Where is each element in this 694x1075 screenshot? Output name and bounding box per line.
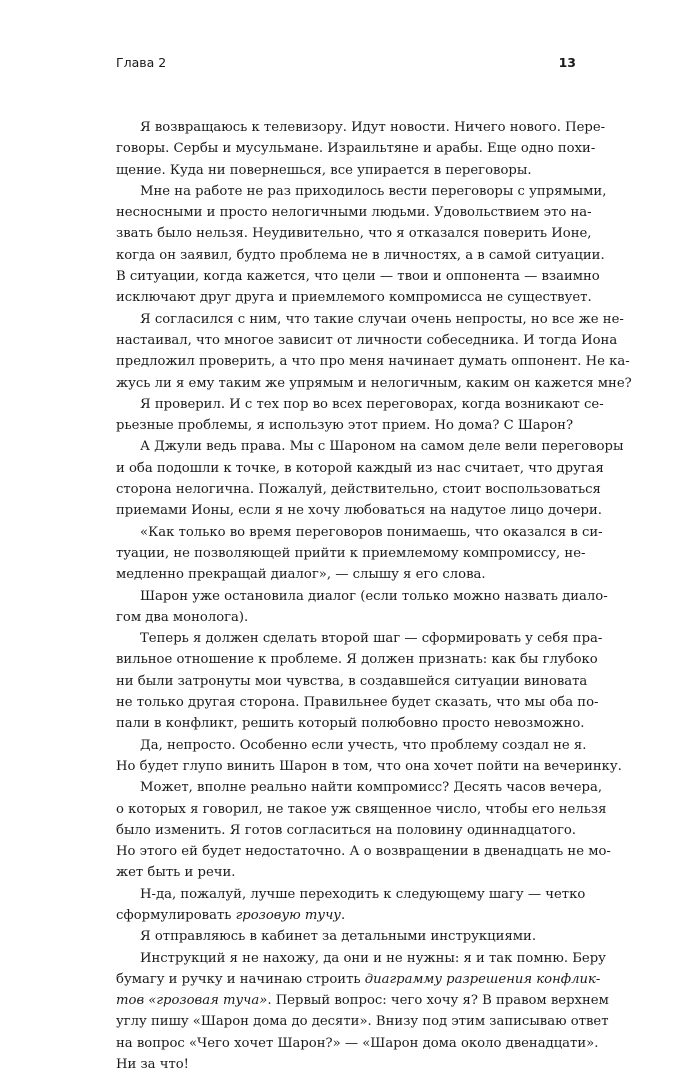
text-line xyxy=(116,564,576,585)
page-number: 13 xyxy=(558,55,576,70)
text-line xyxy=(116,1033,599,1054)
text-run: пали в конфликт, решить который полюбовно просто невозможно. xyxy=(116,716,585,732)
text-line xyxy=(116,948,606,969)
text-line xyxy=(116,1011,609,1032)
text-run: углу пишу «Шарон дома до десяти». Внизу под этим записываю ответ xyxy=(116,1014,609,1030)
text-line xyxy=(116,862,576,883)
text-run: Теперь я должен сделать второй шаг — сформировать у себя пра- xyxy=(140,631,603,647)
text-run: Н-да, пожалуй, лучше переходить к следующему шагу — четко xyxy=(140,886,586,902)
text-run: предложил проверить, а что про меня начинает думать оппонент. Не ка- xyxy=(116,354,630,370)
text-run: жет быть и речи. xyxy=(116,865,236,881)
text-line xyxy=(116,202,592,223)
text-run: и оба подошли к точке, в которой каждый из нас считает, что другая xyxy=(116,460,604,476)
text-line xyxy=(116,841,611,862)
text-line xyxy=(116,692,599,713)
italic-text: диаграмму разрешения конфлик- xyxy=(364,971,601,987)
page-header xyxy=(116,55,576,77)
text-line xyxy=(116,160,576,181)
text-run: гом два монолога). xyxy=(116,609,249,625)
text-run: было изменить. Я готов согласиться на половину одиннадцатого. xyxy=(116,822,576,838)
text-line xyxy=(116,884,586,905)
text-run: сформулировать xyxy=(116,907,236,923)
text-line xyxy=(116,223,592,244)
text-line xyxy=(116,649,598,670)
text-run: Может, вполне реально найти компромисс? Десять часов вечера, xyxy=(140,780,603,796)
text-line xyxy=(116,500,602,521)
text-line xyxy=(116,181,607,202)
text-run: сторона нелогична. Пожалуй, действительно, стоит воспользоваться xyxy=(116,482,601,498)
text-run: Я отправляюсь в кабинет за детальными инструкциями. xyxy=(140,929,537,945)
text-line xyxy=(116,926,576,947)
text-run: говоры. Сербы и мусульмане. Израильтяне и арабы. Еще одно похи- xyxy=(116,141,596,157)
text-line xyxy=(116,1054,576,1075)
chapter-title: Глава 2 xyxy=(116,55,167,70)
text-line xyxy=(116,245,605,266)
text-run: на вопрос «Чего хочет Шарон?» — «Шарон дома около двенадцати». xyxy=(116,1035,599,1051)
text-line xyxy=(116,330,618,351)
text-run: Но этого ей будет недостаточно. А о возвращении в двенадцать не мо- xyxy=(116,844,611,860)
text-line xyxy=(116,415,576,436)
text-run: не только другая сторона. Правильнее будет сказать, что мы оба по- xyxy=(116,695,599,711)
text-line xyxy=(116,990,609,1011)
italic-text: грозовую тучу xyxy=(235,907,341,923)
text-line xyxy=(116,905,576,926)
text-line xyxy=(116,586,608,607)
text-line xyxy=(116,138,596,159)
text-run: А Джули ведь права. Мы с Шароном на самом деле вели переговоры xyxy=(140,439,624,455)
text-run: Я согласился с ним, что такие случаи очень непросты, но все же не- xyxy=(140,311,624,327)
text-run: Да, непросто. Особенно если учесть, что проблему создал не я. xyxy=(140,737,587,753)
text-run: . Первый вопрос: чего хочу я? В правом верхнем xyxy=(267,993,609,1009)
text-line xyxy=(116,458,604,479)
text-line xyxy=(116,287,592,308)
text-line xyxy=(116,820,576,841)
text-run: когда он заявил, будто проблема не в личностях, а в самой ситуации. xyxy=(116,247,605,263)
text-run: о которых я говорил, не такое уж священное число, чтобы его нельзя xyxy=(116,801,607,817)
text-line xyxy=(116,373,632,394)
text-line xyxy=(116,266,600,287)
text-run: исключают друг друга и приемлемого компромисса не существует. xyxy=(116,290,592,306)
text-run: рьезные проблемы, я использую этот прием. Но дома? С Шарон? xyxy=(116,418,574,434)
text-run: вильное отношение к проблеме. Я должен признать: как бы глубоко xyxy=(116,652,598,668)
text-line xyxy=(116,309,624,330)
text-line xyxy=(116,735,587,756)
text-run: Я проверил. И с тех пор во всех переговорах, когда возникают се- xyxy=(140,396,604,412)
text-line xyxy=(116,969,601,990)
text-line xyxy=(116,351,630,372)
text-line xyxy=(116,394,604,415)
text-run: Я возвращаюсь к телевизору. Идут новости. Ничего нового. Пере- xyxy=(140,120,606,135)
text-run: ни были затронуты мои чувства, в создавшейся ситуации виновата xyxy=(116,673,588,689)
text-line xyxy=(116,436,624,457)
text-line xyxy=(116,756,622,777)
text-run: Инструкций я не нахожу, да они и не нужны: я и так помню. Беру xyxy=(140,950,606,966)
text-run: Мне на работе не раз приходилось вести переговоры с упрямыми, xyxy=(140,183,607,199)
text-line xyxy=(116,522,603,543)
text-line xyxy=(116,479,601,500)
text-line xyxy=(116,117,606,138)
text-run: настаивал, что многое зависит от личности собеседника. И тогда Иона xyxy=(116,332,618,348)
text-line xyxy=(116,543,586,564)
text-line xyxy=(116,671,588,692)
body-text xyxy=(116,117,632,1075)
text-run: В ситуации, когда кажется, что цели — твои и оппонента — взаимно xyxy=(116,269,600,285)
text-line xyxy=(116,777,603,798)
text-run: бумагу и ручку и начинаю строить xyxy=(116,971,365,987)
text-line xyxy=(116,713,585,734)
text-run: «Как только во время переговоров понимаешь, что оказался в си- xyxy=(140,524,603,540)
text-run: несносными и просто нелогичными людьми. Удовольствием это на- xyxy=(116,205,592,221)
text-run: медленно прекращай диалог», — слышу я его слова. xyxy=(116,567,486,583)
text-run: Ни за что! xyxy=(116,1057,189,1073)
text-line xyxy=(116,628,603,649)
text-run: жусь ли я ему таким же упрямым и нелогичным, каким он кажется мне? xyxy=(116,375,632,391)
text-run: Шарон уже остановила диалог (если только можно назвать диало- xyxy=(140,588,608,604)
text-run: звать было нельзя. Неудивительно, что я отказался поверить Ионе, xyxy=(116,226,592,242)
text-run: приемами Ионы, если я не хочу любоваться на надутое лицо дочери. xyxy=(116,503,602,519)
text-run: Но будет глупо винить Шарон в том, что она хочет пойти на вечеринку. xyxy=(116,758,622,774)
text-run: туации, не позволяющей прийти к приемлемому компромиссу, не- xyxy=(116,545,586,561)
text-line xyxy=(116,607,576,628)
text-run: щение. Куда ни повернешься, все упирается в переговоры. xyxy=(116,162,532,178)
italic-text: тов «грозовая туча» xyxy=(116,993,268,1009)
text-run: . xyxy=(340,907,346,923)
text-line xyxy=(116,799,607,820)
